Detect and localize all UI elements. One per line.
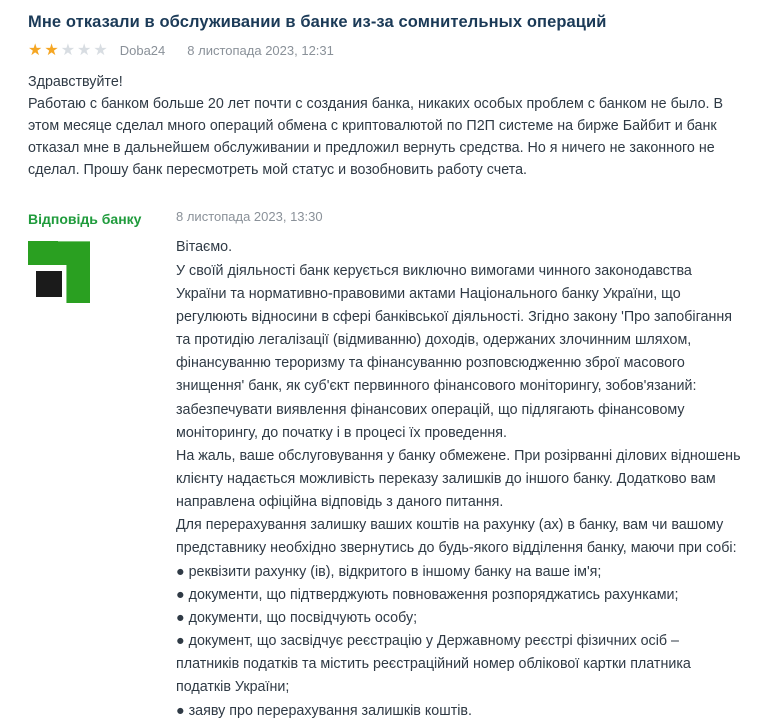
bank-logo-shape-black xyxy=(36,271,62,297)
review-paragraph: Здравствуйте! xyxy=(28,73,123,90)
review-meta xyxy=(28,43,743,59)
bank-answer-left xyxy=(28,209,172,303)
star-icon-4: ★ xyxy=(77,41,92,59)
review-body xyxy=(28,71,743,182)
review-paragraph: Работаю с банком больше 20 лет почти с создания банка, никаких особых проблем с банком не было. В этом месяце сделал много операций обмена с криптовалютой по П2П системе на бирже Байбит и банк отказал мне в дальнейшем обслуживании и предложил вернуть средства. Но я ничего не законного не сделал. Прошу банк пересмотреть мой статус и возобновить работу счета. xyxy=(28,95,724,179)
bank-answer-date: 8 листопада 2023, 13:30 xyxy=(176,209,323,225)
bank-logo-shape-green-top xyxy=(28,241,58,265)
answer-bullet: ● документ, що засвідчує реєстрацію у Державному реєстрі фізичних осіб – платників податків та містить реєстраційний номер облікової картки платника податків України; xyxy=(176,633,691,696)
answer-bullet: ● документи, що підтверджують повноваження розпоряджатись рахунками; xyxy=(176,586,679,603)
bank-answer-right xyxy=(172,209,743,722)
page-title: Мне отказали в обслуживании в банке из-за сомнительных операций xyxy=(28,13,607,31)
review-date: 8 листопада 2023, 12:31 xyxy=(187,43,334,59)
answer-paragraph: Вітаємо. xyxy=(176,239,233,256)
bank-answer-block xyxy=(28,209,743,722)
bank-logo-icon xyxy=(28,241,90,303)
answer-paragraph: На жаль, ваше обслуговування у банку обмежене. При розірванні ділових відношень клієнту надається можливість переказу залишків до іншого банку. Додатково вам направлена офіційна відповідь з даного питання. xyxy=(176,447,741,511)
star-icon-2: ★ xyxy=(44,41,59,59)
review-author: Doba24 xyxy=(119,43,166,59)
star-icon-1: ★ xyxy=(28,41,43,59)
bank-answer-body xyxy=(176,236,743,722)
rating-stars xyxy=(28,43,108,59)
star-icon-5: ★ xyxy=(93,41,108,59)
answer-bullet: ● заяву про перерахування залишків коштів. xyxy=(176,702,472,719)
bank-answer-label: Відповідь банку xyxy=(28,211,142,228)
answer-paragraph: Для перерахування залишку ваших коштів на рахунку (ах) в банку, вам чи вашому представнику необхідно звернутись до будь-якого відділення банку, маючи при собі: xyxy=(176,517,737,557)
answer-bullet: ● реквізити рахунку (ів), відкритого в іншому банку на ваше ім'я; xyxy=(176,563,602,580)
star-icon-3: ★ xyxy=(60,41,76,59)
answer-bullet: ● документи, що посвідчують особу; xyxy=(176,609,418,626)
answer-paragraph: У своїй діяльності банк керується виключно вимогами чинного законодавства України та нормативно-правовими актами Національного банку України, що регулюють відносини в сфері банківської діяльності. Згідно закону 'Про запобігання та протидію легалізації (відмиванню) доходів, одержаних злочинним шляхом, фінансуванню тероризму та фінансуванню розповсюдженню зброї масового знищення' банк, як суб'єкт первинного фінансового моніторингу, зобов'язаний: забезпечувати виявлення фінансових операцій, що підлягають фінансовому моніторингу, до початку і в процесі їх проведення. xyxy=(176,262,732,441)
